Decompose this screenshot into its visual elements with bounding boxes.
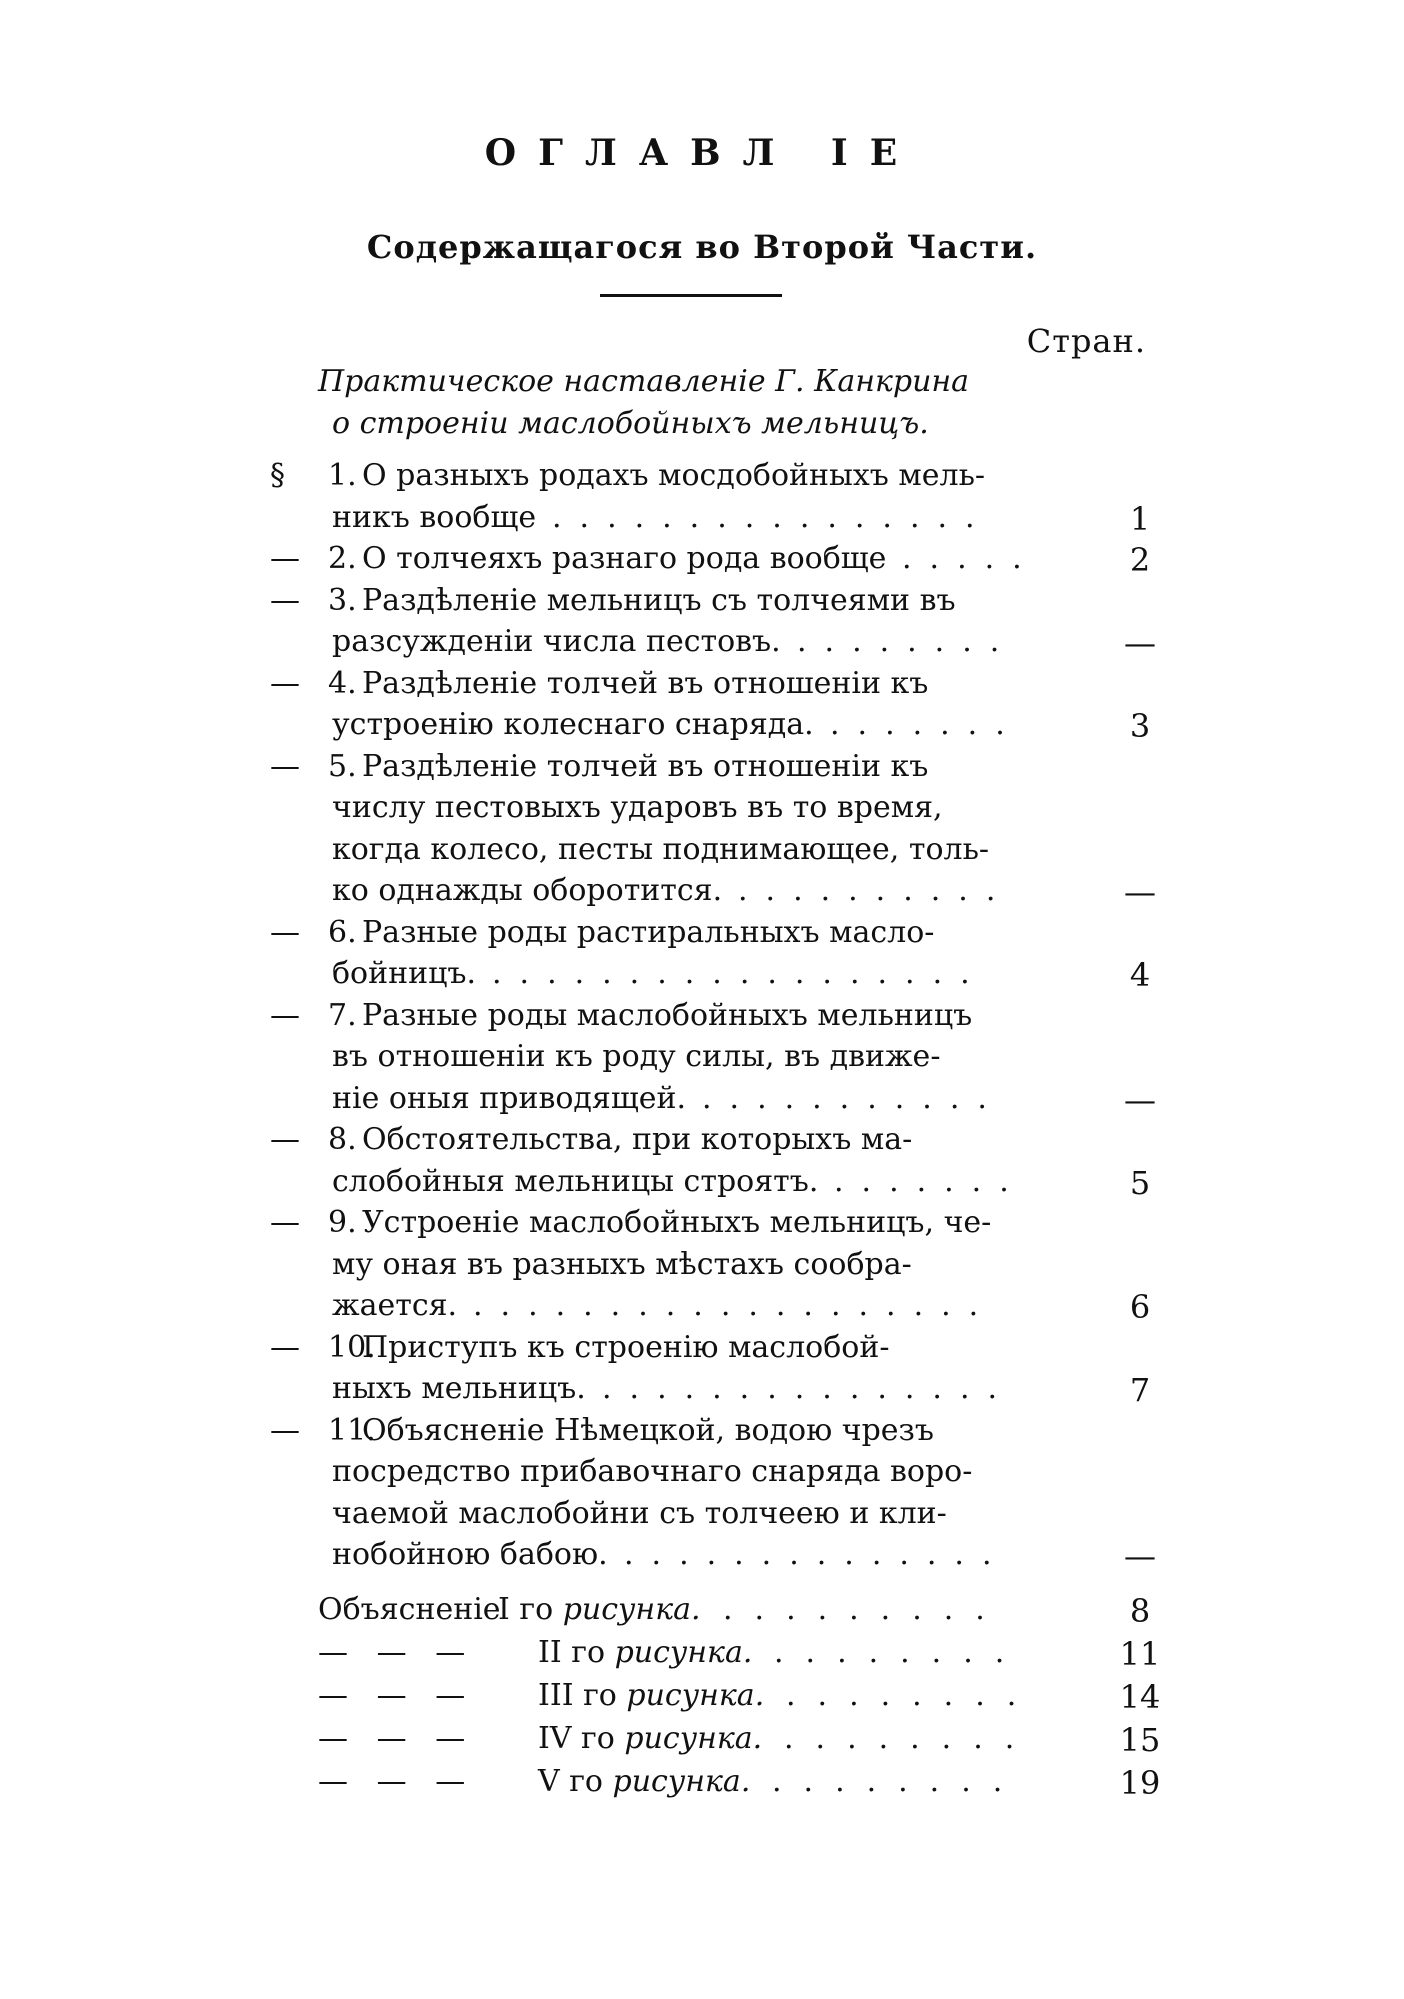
entry-page-number: — (1124, 1080, 1156, 1119)
intro-line-1: Практическое наставленіе Г. Канкрина (318, 364, 970, 399)
entry-page-number: 3 (1129, 707, 1151, 745)
leader-dots: .................. (492, 956, 988, 991)
entry-text: ныхъ мельницъ. (332, 1371, 586, 1406)
entry-page-number: 6 (1129, 1288, 1151, 1326)
figure-prefix: Объясненіе (318, 1592, 501, 1627)
entry-text: О разныхъ родахъ мосдобойныхъ мель- (362, 458, 986, 493)
entry-text: Раздѣленіе толчей въ отношеніи къ (362, 665, 929, 701)
entry-text: Приступъ къ строенію маслобой- (362, 1329, 890, 1365)
entry-number: 5. (328, 748, 357, 784)
entry-text: никъ вообще (332, 499, 537, 535)
entry-text: ко однажды оборотится. (332, 873, 723, 908)
leader-dots: ........... (702, 1080, 1005, 1116)
figure-prefix: — — — (318, 1721, 466, 1756)
entry-page-number: — (1124, 1537, 1156, 1575)
entry-number: 7. (328, 997, 357, 1033)
toc-entry-line (0, 1039, 1404, 1079)
entry-text: въ отношеніи къ роду силы, въ движе- (332, 1039, 941, 1074)
entry-text: ніе оныя приводящей. (332, 1080, 686, 1116)
leader-dots: ......... (723, 1592, 1007, 1627)
pages-column-label: Стран. (1026, 322, 1146, 360)
figure-label: III го (538, 1678, 627, 1713)
toc-entry-line (0, 1164, 1404, 1204)
figure-page-number: 14 (1119, 1678, 1161, 1716)
toc-entry-line (0, 956, 1404, 996)
leader-dots: ................... (473, 1288, 997, 1323)
entry-number: 9. (328, 1205, 357, 1240)
entry-text: разсужденіи числа пестовъ. (332, 624, 781, 659)
toc-entry-line (0, 458, 1404, 498)
figure-page-number: 15 (1119, 1721, 1161, 1759)
figure-prefix: — — — (318, 1678, 466, 1713)
toc-entry-line (0, 749, 1404, 789)
toc-entry-line (0, 583, 1404, 623)
entry-page-number: — (1124, 873, 1156, 911)
leader-dots: ....... (830, 707, 1023, 742)
figure-word: рисунка. (624, 1721, 763, 1756)
toc-entry-line (0, 1122, 1404, 1162)
figure-entry (0, 1721, 1404, 1761)
entry-text: му оная въ разныхъ мѣстахъ сообра- (332, 1246, 912, 1282)
entry-number: 2. (328, 541, 357, 576)
entry-mark: — (270, 1122, 300, 1157)
figure-word: рисунка. (612, 1764, 751, 1799)
toc-entry-line (0, 1537, 1404, 1577)
entry-mark: — (270, 1412, 300, 1448)
toc-entry-line (0, 1205, 1404, 1245)
entry-mark: — (270, 582, 300, 618)
toc-entry-line (0, 998, 1404, 1038)
leader-dots: .............. (624, 1537, 1010, 1572)
entry-page-number: 4 (1129, 956, 1151, 994)
entry-number: 4. (328, 665, 357, 701)
leader-dots: ........ (797, 624, 1018, 659)
toc-entry-line (0, 1371, 1404, 1411)
entry-mark: — (270, 541, 300, 576)
toc-entry-line (0, 873, 1404, 913)
toc-entry-line (0, 541, 1404, 581)
figure-label: II го (538, 1635, 615, 1670)
figure-prefix: — — — (318, 1764, 466, 1799)
entry-text: Объясненіе Нѣмецкой, водою чрезъ (362, 1412, 934, 1448)
title-rule (600, 294, 782, 297)
figure-word: рисунка. (614, 1635, 753, 1670)
entry-text: Обстоятельства, при которыхъ ма- (362, 1122, 913, 1157)
entry-mark: — (270, 665, 300, 701)
entry-text: чаемой маслобойни съ толчеею и кли- (332, 1495, 947, 1531)
figure-word: рисунка. (626, 1678, 765, 1713)
page-subtitle: Содержащагося во Второй Части. (366, 228, 1038, 266)
entry-text: Раздѣленіе мельницъ съ толчеями въ (362, 582, 956, 618)
entry-text: жается. (332, 1288, 458, 1323)
entry-text: слобойныя мельницы строятъ. (332, 1163, 819, 1199)
page-title: ОГЛАВЛ IE (484, 132, 920, 174)
figure-entry (0, 1764, 1404, 1804)
entry-text: посредство прибавочнаго снаряда воро- (332, 1454, 973, 1489)
entry-page-number: 7 (1129, 1371, 1151, 1409)
toc-entry-line (0, 1454, 1404, 1494)
entry-text: числу пестовыхъ ударовъ въ то время, (332, 790, 943, 825)
toc-entry-line (0, 832, 1404, 872)
figure-entry (0, 1678, 1404, 1718)
figure-entry (0, 1592, 1404, 1632)
toc-entry-line (0, 1247, 1404, 1287)
entry-number: 3. (328, 582, 357, 618)
figure-entry (0, 1635, 1404, 1675)
toc-entry-line (0, 500, 1404, 540)
figure-word: рисунка. (562, 1592, 701, 1627)
entry-mark: — (270, 997, 300, 1033)
entry-number: 6. (328, 914, 357, 950)
toc-entry-line (0, 1496, 1404, 1536)
toc-entry-line (0, 1081, 1404, 1121)
entry-text: Раздѣленіе толчей въ отношеніи къ (362, 748, 929, 784)
entry-text: устроенію колеснаго снаряда. (332, 707, 814, 742)
leader-dots: ........ (772, 1764, 1025, 1799)
entry-text: когда колесо, песты поднимающее, толь- (332, 831, 990, 867)
entry-page-number: 2 (1129, 541, 1151, 579)
entry-text: Разные роды растиральныхъ масло- (362, 914, 935, 950)
leader-dots: ............... (602, 1371, 1016, 1406)
figure-page-number: 8 (1129, 1592, 1151, 1630)
leader-dots: ................ (552, 499, 993, 535)
entry-number: 11. (328, 1412, 376, 1448)
entry-text: нобойною бабою. (332, 1537, 608, 1572)
entry-text: Устроеніе маслобойныхъ мельницъ, че- (362, 1205, 992, 1240)
entry-number: 1. (328, 458, 357, 493)
toc-entry-line (0, 666, 1404, 706)
entry-text: Разные роды маслобойныхъ мельницъ (362, 997, 973, 1033)
entry-mark: — (270, 1205, 300, 1240)
entry-mark: § (270, 458, 285, 493)
entry-page-number: — (1124, 624, 1156, 662)
leader-dots: .......... (738, 873, 1014, 908)
figure-label: IV го (538, 1721, 625, 1756)
leader-dots: ..... (902, 541, 1040, 576)
figure-page-number: 19 (1119, 1764, 1161, 1802)
toc-entry-line (0, 1413, 1404, 1453)
entry-number: 8. (328, 1122, 357, 1157)
entry-page-number: 5 (1129, 1163, 1151, 1202)
leader-dots: ........ (786, 1678, 1039, 1713)
entry-text: О толчеяхъ разнаго рода вообще (362, 541, 887, 576)
entry-page-number: 1 (1129, 499, 1151, 538)
entry-mark: — (270, 748, 300, 784)
figure-prefix: — — — (318, 1635, 466, 1670)
figure-page-number: 11 (1119, 1635, 1161, 1673)
entry-mark: — (270, 1329, 300, 1365)
entry-text: бойницъ. (332, 956, 477, 991)
leader-dots: ........ (784, 1721, 1037, 1756)
intro-line-2: о строеніи маслобойныхъ мельницъ. (332, 406, 929, 441)
toc-entry-line (0, 915, 1404, 955)
figure-label: V го (538, 1764, 613, 1799)
leader-dots: ........ (774, 1635, 1027, 1670)
toc-entry-line (0, 790, 1404, 830)
entry-number: 10. (328, 1329, 376, 1365)
toc-entry-line (0, 1330, 1404, 1370)
figure-label: I го (498, 1592, 563, 1627)
toc-entry-line (0, 707, 1404, 747)
leader-dots: ....... (834, 1163, 1027, 1199)
toc-entry-line (0, 624, 1404, 664)
entry-mark: — (270, 914, 300, 950)
toc-entry-line (0, 1288, 1404, 1328)
